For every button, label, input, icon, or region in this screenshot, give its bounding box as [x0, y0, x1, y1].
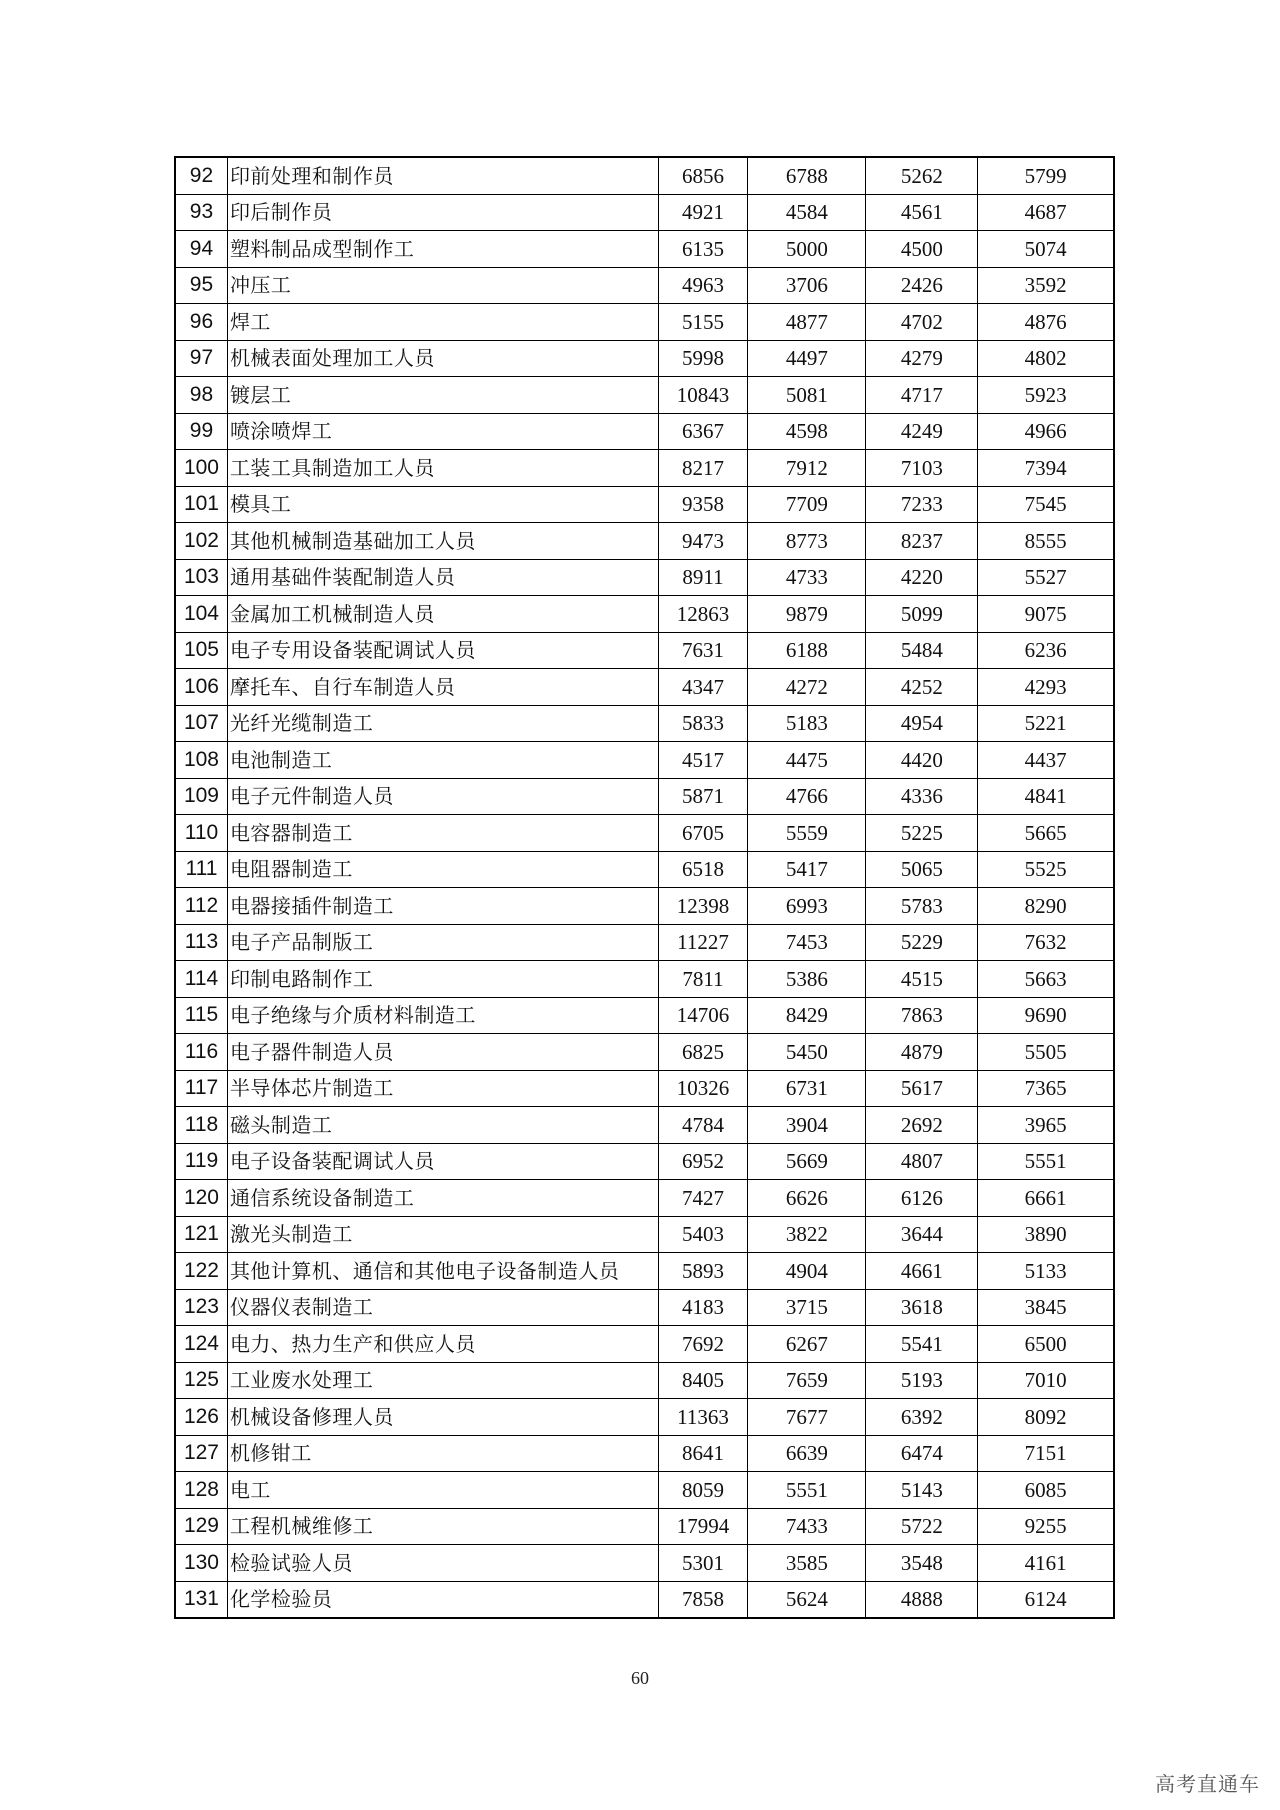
value-col-1: 4183	[658, 1289, 748, 1326]
table-row	[175, 194, 1114, 231]
row-number: 125	[175, 1362, 227, 1399]
value-col-4: 5923	[978, 377, 1114, 414]
occupation-name: 通信系统设备制造工	[227, 1180, 658, 1217]
table-row	[175, 559, 1114, 596]
row-number: 116	[175, 1034, 227, 1071]
occupation-name: 工装工具制造加工人员	[227, 450, 658, 487]
value-col-1: 11227	[658, 924, 748, 961]
value-col-1: 5301	[658, 1545, 748, 1582]
value-col-1: 5833	[658, 705, 748, 742]
value-col-3: 4336	[866, 778, 978, 815]
table-row	[175, 888, 1114, 925]
table-row	[175, 669, 1114, 706]
value-col-2: 7709	[748, 486, 866, 523]
occupation-name: 检验试验人员	[227, 1545, 658, 1582]
row-number: 121	[175, 1216, 227, 1253]
row-number: 107	[175, 705, 227, 742]
value-col-3: 4420	[866, 742, 978, 779]
value-col-3: 4879	[866, 1034, 978, 1071]
value-col-3: 5143	[866, 1472, 978, 1509]
value-col-4: 4966	[978, 413, 1114, 450]
occupation-name: 电子元件制造人员	[227, 778, 658, 815]
value-col-3: 5229	[866, 924, 978, 961]
value-col-3: 8237	[866, 523, 978, 560]
value-col-4: 6124	[978, 1581, 1114, 1618]
value-col-1: 12398	[658, 888, 748, 925]
value-col-4: 4437	[978, 742, 1114, 779]
table-row	[175, 705, 1114, 742]
value-col-3: 5541	[866, 1326, 978, 1363]
value-col-2: 4598	[748, 413, 866, 450]
value-col-4: 4876	[978, 304, 1114, 341]
value-col-2: 3904	[748, 1107, 866, 1144]
value-col-4: 7632	[978, 924, 1114, 961]
wage-table	[174, 156, 1115, 1619]
value-col-2: 6267	[748, 1326, 866, 1363]
occupation-name: 镀层工	[227, 377, 658, 414]
value-col-2: 5417	[748, 851, 866, 888]
row-number: 126	[175, 1399, 227, 1436]
value-col-3: 4561	[866, 194, 978, 231]
value-col-3: 4807	[866, 1143, 978, 1180]
occupation-name: 电子专用设备装配调试人员	[227, 632, 658, 669]
row-number: 98	[175, 377, 227, 414]
value-col-3: 4954	[866, 705, 978, 742]
table-row	[175, 377, 1114, 414]
occupation-name: 冲压工	[227, 267, 658, 304]
row-number: 92	[175, 157, 227, 194]
row-number: 99	[175, 413, 227, 450]
row-number: 129	[175, 1508, 227, 1545]
value-col-4: 6236	[978, 632, 1114, 669]
table-row	[175, 157, 1114, 194]
table-row	[175, 1070, 1114, 1107]
occupation-name: 电容器制造工	[227, 815, 658, 852]
row-number: 117	[175, 1070, 227, 1107]
occupation-name: 其他计算机、通信和其他电子设备制造人员	[227, 1253, 658, 1290]
value-col-4: 4802	[978, 340, 1114, 377]
value-col-3: 4661	[866, 1253, 978, 1290]
table-row	[175, 1143, 1114, 1180]
row-number: 105	[175, 632, 227, 669]
value-col-1: 17994	[658, 1508, 748, 1545]
value-col-2: 5624	[748, 1581, 866, 1618]
value-col-3: 5099	[866, 596, 978, 633]
value-col-3: 4702	[866, 304, 978, 341]
value-col-2: 4904	[748, 1253, 866, 1290]
row-number: 122	[175, 1253, 227, 1290]
value-col-1: 6367	[658, 413, 748, 450]
row-number: 113	[175, 924, 227, 961]
occupation-name: 电子产品制版工	[227, 924, 658, 961]
value-col-2: 3715	[748, 1289, 866, 1326]
value-col-1: 5998	[658, 340, 748, 377]
value-col-1: 14706	[658, 997, 748, 1034]
row-number: 106	[175, 669, 227, 706]
value-col-2: 7912	[748, 450, 866, 487]
value-col-3: 7233	[866, 486, 978, 523]
value-col-3: 4220	[866, 559, 978, 596]
table-row	[175, 1545, 1114, 1582]
table-row	[175, 815, 1114, 852]
row-number: 96	[175, 304, 227, 341]
occupation-name: 焊工	[227, 304, 658, 341]
value-col-4: 5665	[978, 815, 1114, 852]
occupation-name: 塑料制品成型制作工	[227, 231, 658, 268]
table-row	[175, 1399, 1114, 1436]
value-col-2: 7433	[748, 1508, 866, 1545]
value-col-3: 2692	[866, 1107, 978, 1144]
table-row	[175, 1472, 1114, 1509]
table-body	[175, 157, 1114, 1618]
value-col-3: 7863	[866, 997, 978, 1034]
value-col-4: 5551	[978, 1143, 1114, 1180]
value-col-1: 7427	[658, 1180, 748, 1217]
value-col-2: 5000	[748, 231, 866, 268]
row-number: 101	[175, 486, 227, 523]
occupation-name: 印后制作员	[227, 194, 658, 231]
value-col-2: 4766	[748, 778, 866, 815]
value-col-1: 10326	[658, 1070, 748, 1107]
occupation-name: 光纤光缆制造工	[227, 705, 658, 742]
value-col-4: 9690	[978, 997, 1114, 1034]
value-col-4: 5527	[978, 559, 1114, 596]
row-number: 108	[175, 742, 227, 779]
value-col-1: 6825	[658, 1034, 748, 1071]
row-number: 119	[175, 1143, 227, 1180]
value-col-3: 3644	[866, 1216, 978, 1253]
occupation-name: 其他机械制造基础加工人员	[227, 523, 658, 560]
value-col-4: 5663	[978, 961, 1114, 998]
value-col-4: 9255	[978, 1508, 1114, 1545]
table-row	[175, 778, 1114, 815]
occupation-name: 印前处理和制作员	[227, 157, 658, 194]
row-number: 102	[175, 523, 227, 560]
occupation-name: 仪器仪表制造工	[227, 1289, 658, 1326]
value-col-1: 8405	[658, 1362, 748, 1399]
value-col-2: 6188	[748, 632, 866, 669]
value-col-3: 4888	[866, 1581, 978, 1618]
table-row	[175, 596, 1114, 633]
value-col-4: 5799	[978, 157, 1114, 194]
value-col-2: 5183	[748, 705, 866, 742]
value-col-4: 6500	[978, 1326, 1114, 1363]
row-number: 93	[175, 194, 227, 231]
value-col-2: 6639	[748, 1435, 866, 1472]
table-row	[175, 340, 1114, 377]
table-row	[175, 1362, 1114, 1399]
value-col-2: 8773	[748, 523, 866, 560]
value-col-1: 6135	[658, 231, 748, 268]
value-col-2: 5669	[748, 1143, 866, 1180]
value-col-2: 7453	[748, 924, 866, 961]
occupation-name: 通用基础件装配制造人员	[227, 559, 658, 596]
table-row	[175, 523, 1114, 560]
value-col-4: 5221	[978, 705, 1114, 742]
value-col-1: 4347	[658, 669, 748, 706]
value-col-2: 3585	[748, 1545, 866, 1582]
value-col-1: 8911	[658, 559, 748, 596]
table-row	[175, 742, 1114, 779]
value-col-3: 4515	[866, 961, 978, 998]
page-number: 60	[631, 1668, 649, 1688]
value-col-4: 3890	[978, 1216, 1114, 1253]
table-row	[175, 486, 1114, 523]
occupation-name: 电工	[227, 1472, 658, 1509]
value-col-1: 10843	[658, 377, 748, 414]
occupation-name: 机修钳工	[227, 1435, 658, 1472]
value-col-3: 2426	[866, 267, 978, 304]
occupation-name: 半导体芯片制造工	[227, 1070, 658, 1107]
value-col-2: 6788	[748, 157, 866, 194]
occupation-name: 喷涂喷焊工	[227, 413, 658, 450]
value-col-2: 4733	[748, 559, 866, 596]
value-col-4: 4687	[978, 194, 1114, 231]
table-row	[175, 997, 1114, 1034]
row-number: 104	[175, 596, 227, 633]
occupation-name: 电池制造工	[227, 742, 658, 779]
value-col-4: 4293	[978, 669, 1114, 706]
table-row	[175, 1253, 1114, 1290]
value-col-3: 4717	[866, 377, 978, 414]
value-col-3: 5617	[866, 1070, 978, 1107]
row-number: 97	[175, 340, 227, 377]
value-col-2: 3822	[748, 1216, 866, 1253]
value-col-4: 9075	[978, 596, 1114, 633]
value-col-3: 5225	[866, 815, 978, 852]
value-col-2: 4584	[748, 194, 866, 231]
value-col-4: 6085	[978, 1472, 1114, 1509]
value-col-1: 6952	[658, 1143, 748, 1180]
row-number: 112	[175, 888, 227, 925]
table-row	[175, 961, 1114, 998]
value-col-4: 7365	[978, 1070, 1114, 1107]
table-row	[175, 924, 1114, 961]
row-number: 118	[175, 1107, 227, 1144]
value-col-3: 3548	[866, 1545, 978, 1582]
value-col-1: 5403	[658, 1216, 748, 1253]
table-row	[175, 1508, 1114, 1545]
row-number: 95	[175, 267, 227, 304]
value-col-3: 5065	[866, 851, 978, 888]
value-col-3: 5484	[866, 632, 978, 669]
value-col-3: 4279	[866, 340, 978, 377]
value-col-1: 5893	[658, 1253, 748, 1290]
value-col-4: 8092	[978, 1399, 1114, 1436]
row-number: 110	[175, 815, 227, 852]
value-col-4: 6661	[978, 1180, 1114, 1217]
value-col-4: 8555	[978, 523, 1114, 560]
value-col-2: 6731	[748, 1070, 866, 1107]
table-row	[175, 1326, 1114, 1363]
table-row	[175, 851, 1114, 888]
value-col-3: 5193	[866, 1362, 978, 1399]
value-col-2: 5450	[748, 1034, 866, 1071]
occupation-name: 激光头制造工	[227, 1216, 658, 1253]
table-row	[175, 1435, 1114, 1472]
value-col-4: 5074	[978, 231, 1114, 268]
value-col-1: 7811	[658, 961, 748, 998]
value-col-4: 5505	[978, 1034, 1114, 1071]
value-col-2: 5081	[748, 377, 866, 414]
value-col-2: 5551	[748, 1472, 866, 1509]
value-col-4: 3592	[978, 267, 1114, 304]
value-col-2: 8429	[748, 997, 866, 1034]
value-col-1: 4921	[658, 194, 748, 231]
value-col-3: 5722	[866, 1508, 978, 1545]
value-col-2: 6993	[748, 888, 866, 925]
value-col-1: 4784	[658, 1107, 748, 1144]
row-number: 115	[175, 997, 227, 1034]
value-col-3: 6474	[866, 1435, 978, 1472]
value-col-1: 5871	[658, 778, 748, 815]
value-col-2: 4497	[748, 340, 866, 377]
value-col-1: 8059	[658, 1472, 748, 1509]
row-number: 103	[175, 559, 227, 596]
row-number: 111	[175, 851, 227, 888]
value-col-2: 3706	[748, 267, 866, 304]
table-row	[175, 1180, 1114, 1217]
table-row	[175, 1107, 1114, 1144]
value-col-2: 4475	[748, 742, 866, 779]
occupation-name: 电力、热力生产和供应人员	[227, 1326, 658, 1363]
table-row	[175, 1289, 1114, 1326]
value-col-4: 8290	[978, 888, 1114, 925]
value-col-1: 8641	[658, 1435, 748, 1472]
value-col-4: 5525	[978, 851, 1114, 888]
occupation-name: 磁头制造工	[227, 1107, 658, 1144]
table-row	[175, 632, 1114, 669]
row-number: 131	[175, 1581, 227, 1618]
table-row	[175, 304, 1114, 341]
occupation-name: 电阻器制造工	[227, 851, 658, 888]
row-number: 114	[175, 961, 227, 998]
value-col-3: 4252	[866, 669, 978, 706]
value-col-1: 9473	[658, 523, 748, 560]
occupation-name: 摩托车、自行车制造人员	[227, 669, 658, 706]
value-col-4: 3845	[978, 1289, 1114, 1326]
value-col-1: 6705	[658, 815, 748, 852]
value-col-1: 6856	[658, 157, 748, 194]
value-col-2: 4272	[748, 669, 866, 706]
table-row	[175, 1034, 1114, 1071]
value-col-2: 6626	[748, 1180, 866, 1217]
value-col-3: 4500	[866, 231, 978, 268]
occupation-name: 机械设备修理人员	[227, 1399, 658, 1436]
value-col-1: 8217	[658, 450, 748, 487]
occupation-name: 金属加工机械制造人员	[227, 596, 658, 633]
value-col-1: 4963	[658, 267, 748, 304]
table-row	[175, 1581, 1114, 1618]
value-col-1: 4517	[658, 742, 748, 779]
value-col-1: 12863	[658, 596, 748, 633]
row-number: 109	[175, 778, 227, 815]
value-col-2: 5386	[748, 961, 866, 998]
row-number: 127	[175, 1435, 227, 1472]
row-number: 123	[175, 1289, 227, 1326]
value-col-4: 4841	[978, 778, 1114, 815]
value-col-3: 6392	[866, 1399, 978, 1436]
table-row	[175, 413, 1114, 450]
occupation-name: 电子绝缘与介质材料制造工	[227, 997, 658, 1034]
value-col-1: 7858	[658, 1581, 748, 1618]
occupation-name: 印制电路制作工	[227, 961, 658, 998]
value-col-2: 9879	[748, 596, 866, 633]
value-col-2: 5559	[748, 815, 866, 852]
occupation-name: 电子器件制造人员	[227, 1034, 658, 1071]
row-number: 124	[175, 1326, 227, 1363]
table-row	[175, 450, 1114, 487]
table-row	[175, 1216, 1114, 1253]
value-col-1: 9358	[658, 486, 748, 523]
value-col-4: 7394	[978, 450, 1114, 487]
value-col-4: 5133	[978, 1253, 1114, 1290]
value-col-1: 7631	[658, 632, 748, 669]
value-col-3: 3618	[866, 1289, 978, 1326]
value-col-4: 7010	[978, 1362, 1114, 1399]
value-col-4: 7545	[978, 486, 1114, 523]
value-col-3: 5783	[866, 888, 978, 925]
row-number: 100	[175, 450, 227, 487]
value-col-1: 7692	[658, 1326, 748, 1363]
value-col-3: 6126	[866, 1180, 978, 1217]
occupation-name: 工程机械维修工	[227, 1508, 658, 1545]
value-col-4: 3965	[978, 1107, 1114, 1144]
occupation-name: 模具工	[227, 486, 658, 523]
occupation-name: 化学检验员	[227, 1581, 658, 1618]
occupation-name: 工业废水处理工	[227, 1362, 658, 1399]
value-col-4: 4161	[978, 1545, 1114, 1582]
value-col-4: 7151	[978, 1435, 1114, 1472]
value-col-2: 7659	[748, 1362, 866, 1399]
occupation-name: 电子设备装配调试人员	[227, 1143, 658, 1180]
table-row	[175, 267, 1114, 304]
value-col-1: 11363	[658, 1399, 748, 1436]
occupation-name: 机械表面处理加工人员	[227, 340, 658, 377]
row-number: 130	[175, 1545, 227, 1582]
watermark: 高考直通车	[1155, 1772, 1260, 1796]
value-col-1: 5155	[658, 304, 748, 341]
value-col-3: 5262	[866, 157, 978, 194]
value-col-2: 4877	[748, 304, 866, 341]
row-number: 128	[175, 1472, 227, 1509]
value-col-2: 7677	[748, 1399, 866, 1436]
table-row	[175, 231, 1114, 268]
row-number: 120	[175, 1180, 227, 1217]
occupation-name: 电器接插件制造工	[227, 888, 658, 925]
value-col-3: 7103	[866, 450, 978, 487]
row-number: 94	[175, 231, 227, 268]
value-col-3: 4249	[866, 413, 978, 450]
value-col-1: 6518	[658, 851, 748, 888]
